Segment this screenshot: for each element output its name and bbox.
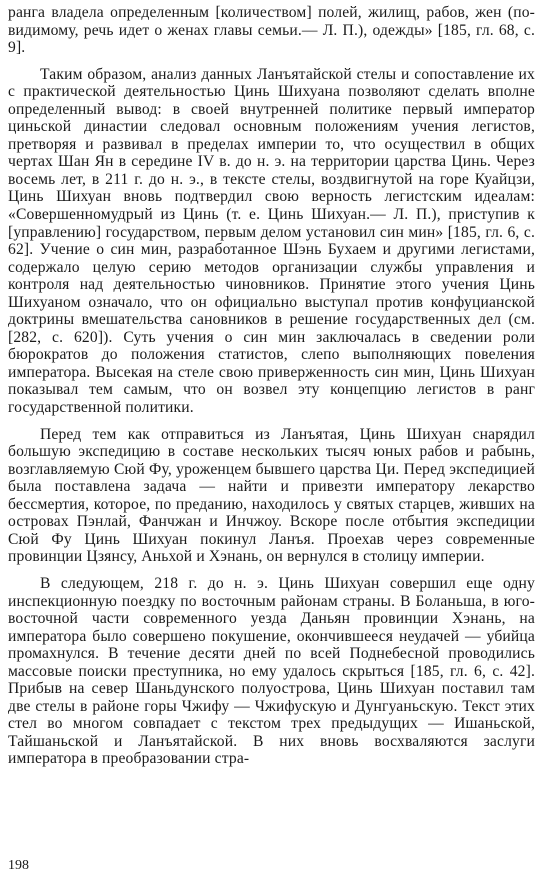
page-number: 198	[8, 858, 29, 873]
page-text	[8, 4, 535, 768]
paragraph-continued: ранга владела определенным [количеством] полей, жилищ, рабов, жен (по-видимому, речь идет о женах главы семьи.— Л. П.), одежды» [185, гл. 68, с. 9].	[8, 4, 535, 57]
paragraph: Таким образом, анализ данных Ланъятайской стелы и сопоставление их с практической деятельностью Цинь Шихуана позволяют сделать вполне определенный вывод: в своей внутренней политике первый император циньской династии следовал основным положениям учения легистов, претворяя и развивал в пределах империи то, что осуществил в общих чертах Шан Ян в середине IV в. до н. э. на территории царства Цинь. Через восемь лет, в 211 г. до н. э., в тексте стелы, воздвигнутой на горе Куайцзи, Цинь Шихуан вновь подтвердил свою верность легистским идеалам: «Совершенномудрый из Цинь (т. е. Цинь Шихуан.— Л. П.), приступив к [управлению] государством, первым делом установил син мин» [185, гл. 6, с. 62]. Учение о син мин, разработанное Шэнь Бухаем и другими легистами, содержало целую серию методов организации службы управления и контроля над деятельностью чиновников. Принятие этого учения Цинь Шихуаном означало, что он официально выступал против конфуцианской доктрины вмешательства сановников в решение государственных дел (см. [282, с. 620]). Суть учения о син мин заключалась в сведении роли бюрократов до положения статистов, слепо выполняющих повеления императора. Высекая на стеле свою приверженность син мин, Цинь Шихуан показывал тем самым, что он возвел эту концепцию легистов в ранг государственной политики.	[8, 65, 535, 417]
paragraph: В следующем, 218 г. до н. э. Цинь Шихуан совершил еще одну инспекционную поездку по восточным районам страны. В Боланьша, в юго-восточной части современного уезда Даньян провинции Хэнань, на императора было совершено покушение, окончившееся неудачей — убийца промахнулся. В течение десяти дней по всей Поднебесной проводились массовые поиски преступника, но ему удалось скрыться [185, гл. 6, с. 42]. Прибыв на север Шаньдунского полуострова, Цинь Шихуан поставил там две стелы в районе горы Чжифу — Чжифускую и Дунгуаньскую. Текст этих стел во многом совпадает с текстом трех предыдущих — Ишаньской, Тайшаньской и Ланъятайской. В них вновь восхваляются заслуги императора в преобразовании стра-	[8, 574, 535, 768]
paragraph: Перед тем как отправиться из Ланъятая, Цинь Шихуан снарядил большую экспедицию в составе нескольких тысяч юных рабов и рабынь, возглавляемую Сюй Фу, уроженцем бывшего царства Ци. Перед экспедицией была поставлена задача — найти и привезти императору лекарство бессмертия, которое, по преданию, находилось у святых старцев, живших на островах Пэнлай, Фанчжан и Инчжоу. Вскоре после отбытия экспедиции Сюй Фу Цинь Шихуан покинул Ланъя. Проехав через современные провинции Цзянсу, Аньхой и Хэнань, он вернулся в столицу империи.	[8, 425, 535, 566]
